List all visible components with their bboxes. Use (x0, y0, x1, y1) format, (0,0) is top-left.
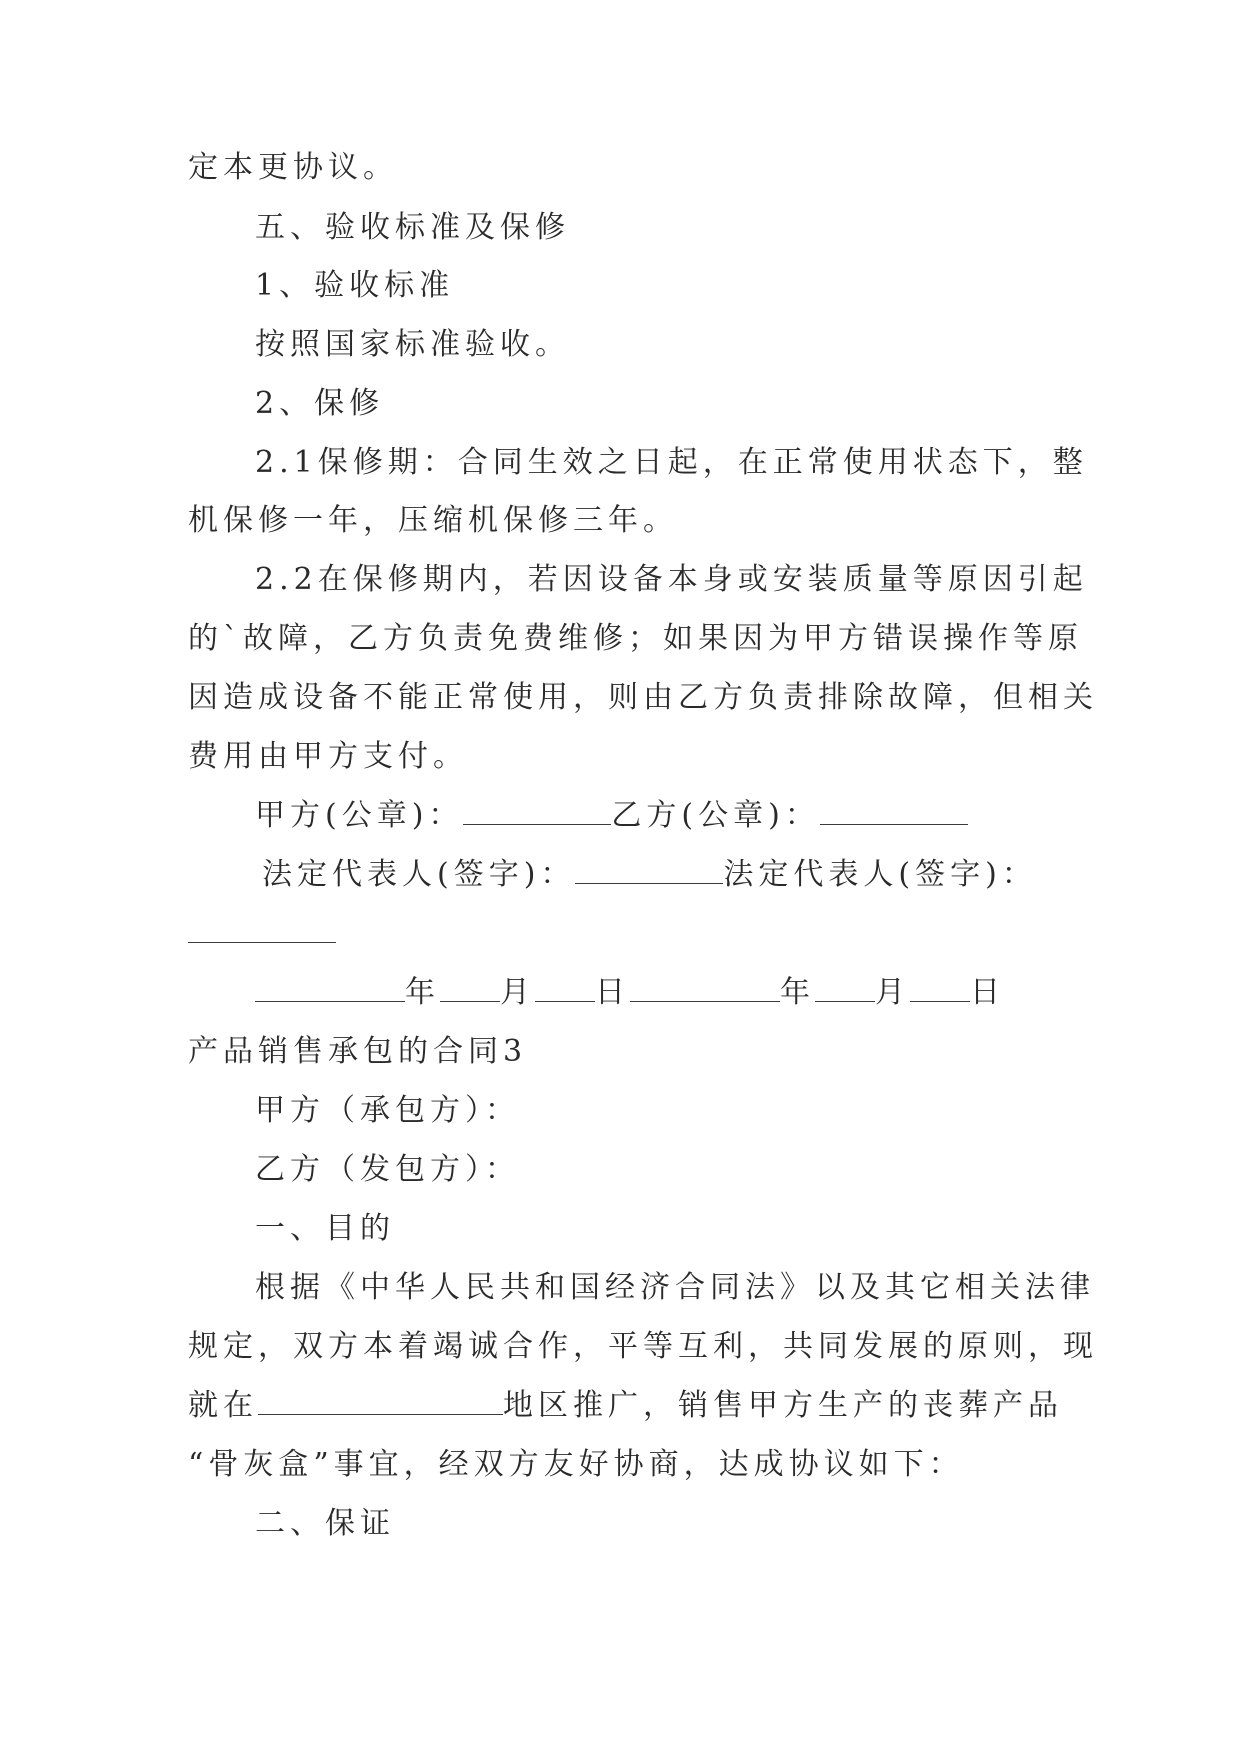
text-line: 费用由甲方支付。 (188, 739, 468, 774)
text-fragment: 就在 (188, 1388, 258, 1423)
party-a-seal-blank[interactable] (463, 796, 611, 825)
seal-line (255, 796, 968, 836)
section-heading: 一、目的 (255, 1211, 395, 1246)
section-heading: 二、保证 (255, 1506, 395, 1541)
text-line: “骨灰盒”事宜，经双方友好协商，达成协议如下： (188, 1447, 964, 1482)
subsection-heading: 2、保修 (255, 386, 385, 421)
rep-b-label: 法定代表人(签字)： (723, 857, 1037, 892)
rep-b-blank[interactable] (188, 914, 336, 943)
date-a-year-blank[interactable] (255, 973, 405, 1002)
rep-a-blank[interactable] (575, 855, 723, 884)
date-a-month-blank[interactable] (440, 973, 500, 1002)
month-label: 月 (500, 975, 535, 1010)
day-label: 日 (595, 975, 630, 1010)
text-line: 2.2在保修期内，若因设备本身或安装质量等原因引起 (255, 562, 1088, 597)
representative-line (262, 855, 1037, 895)
text-line: 规定，双方本着竭诚合作，平等互利，共同发展的原则，现 (188, 1329, 1098, 1364)
date-b-year-blank[interactable] (630, 973, 780, 1002)
party-a-line: 甲方（承包方）： (255, 1093, 520, 1128)
year-label: 年 (780, 975, 815, 1010)
section-heading: 五、验收标准及保修 (255, 210, 570, 245)
year-label: 年 (405, 975, 440, 1010)
party-b-seal-blank[interactable] (820, 796, 968, 825)
contract-title: 产品销售承包的合同3 (188, 1034, 528, 1069)
text-line: 定本更协议。 (188, 150, 398, 185)
rep-a-label: 法定代表人(签字)： (262, 857, 576, 892)
text-line (188, 1386, 1063, 1426)
party-b-line: 乙方（发包方）： (255, 1152, 520, 1187)
month-label: 月 (875, 975, 910, 1010)
day-label: 日 (970, 975, 1005, 1010)
text-line: 按照国家标准验收。 (255, 327, 570, 362)
region-blank[interactable] (258, 1386, 503, 1415)
representative-continuation (188, 914, 336, 954)
text-line: 根据《中华人民共和国经济合同法》以及其它相关法律 (255, 1270, 1095, 1305)
date-b-day-blank[interactable] (910, 973, 970, 1002)
subsection-heading: 1、验收标准 (255, 268, 455, 303)
date-line (255, 973, 1005, 1013)
text-line: 的`故障，乙方负责免费维修；如果因为甲方错误操作等原 (188, 621, 1083, 656)
text-line: 因造成设备不能正常使用，则由乙方负责排除故障，但相关 (188, 680, 1098, 715)
party-a-seal-label: 甲方(公章)： (255, 798, 464, 833)
text-line: 2.1保修期：合同生效之日起，在正常使用状态下，整 (255, 445, 1088, 480)
date-b-month-blank[interactable] (815, 973, 875, 1002)
date-a-day-blank[interactable] (535, 973, 595, 1002)
text-fragment: 地区推广，销售甲方生产的丧葬产品 (503, 1388, 1063, 1423)
party-b-seal-label: 乙方(公章)： (611, 798, 820, 833)
text-line: 机保修一年，压缩机保修三年。 (188, 503, 678, 538)
